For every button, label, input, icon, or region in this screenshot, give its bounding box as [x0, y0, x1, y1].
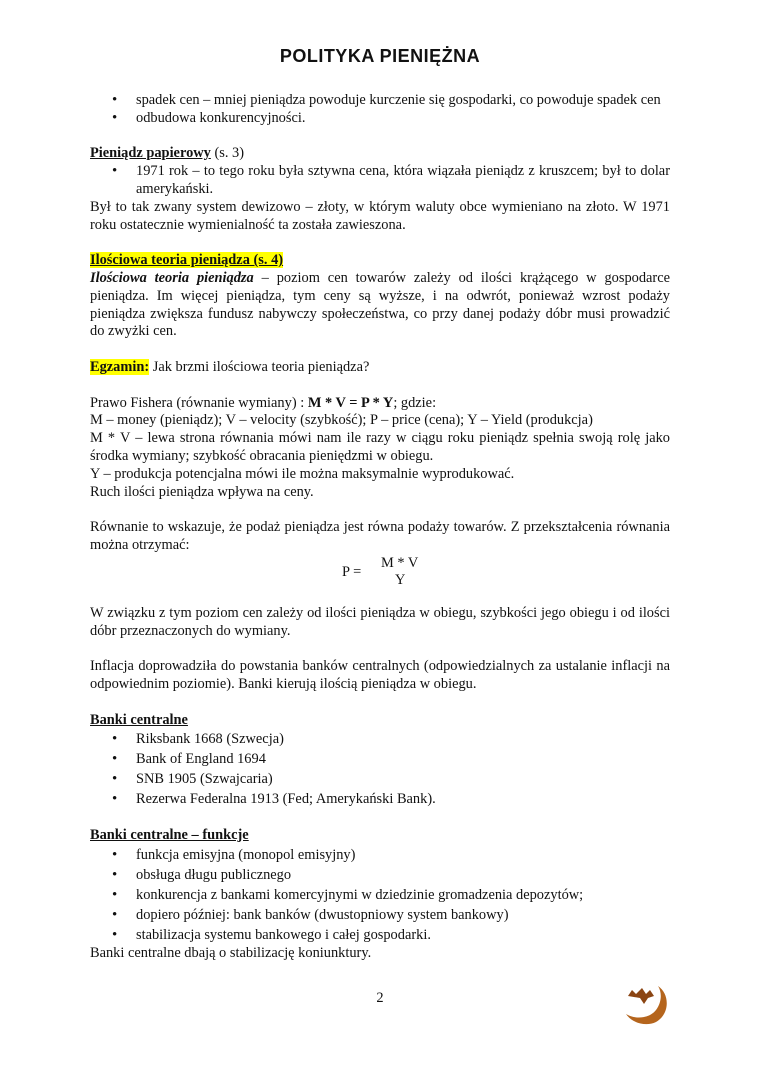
fisher-line: M – money (pieniądz); V – velocity (szybkość); P – price (cena); Y – Yield (produkcja): [90, 412, 593, 429]
fisher-tail: ; gdzie:: [393, 394, 437, 411]
document-body: [90, 92, 670, 963]
paper-money-list: [90, 163, 670, 199]
bat-moon-logo-icon: [620, 980, 672, 1031]
fisher-law-line: [90, 395, 670, 413]
conclusion-text: W związku z tym poziom cen zależy od ilości pieniądza w obiegu, szybkości jego obiegu i od ilości dóbr przeznaczonych do wymiany.: [90, 604, 670, 639]
formula-numerator: M * V: [381, 554, 419, 571]
list-item: • Riksbank 1668 (Szwecja): [136, 729, 670, 749]
list-item: • SNB 1905 (Szwajcaria): [136, 769, 670, 789]
fisher-line: Ruch ilości pieniądza wpływa na ceny.: [90, 483, 314, 500]
section-heading: Banki centralne: [90, 711, 188, 728]
inflation-text: Inflacja doprowadziła do powstania banków centralnych (odpowiedzialnych za ustalanie inflacji na odpowiednim poziomie). Banki kierują ilością pieniądza w obiegu.: [90, 658, 670, 692]
list-item: • obsługa długu publicznego: [136, 865, 670, 885]
formula-denominator: Y: [395, 571, 406, 588]
list-item: • Rezerwa Federalna 1913 (Fed; Amerykański Bank).: [136, 789, 670, 809]
intro-bullet-list: [90, 92, 670, 128]
list-item: • 1971 rok – to tego roku była sztywna cena, która wiązała pieniądz z kruszcem; był to dolar amerykański.: [136, 163, 670, 199]
list-item: • Bank of England 1694: [136, 749, 670, 769]
fisher-line: M * V – lewa strona równania mówi nam ile razy w ciągu roku pieniądz spełnia swoją rolę jako środka wymiany; szybkość obracania pieniędzmi w obiegu.: [90, 430, 670, 464]
list-item: • funkcja emisyjna (monopol emisyjny): [136, 845, 670, 865]
term: Ilościowa teoria pieniądza: [90, 269, 254, 286]
central-banks-list: [90, 729, 670, 809]
list-item: • spadek cen – mniej pieniądza powoduje kurczenie się gospodarki, co powoduje spadek cen: [136, 92, 670, 110]
exam-question-text: Jak brzmi ilościowa teoria pieniądza?: [149, 358, 370, 375]
exam-label: Egzamin:: [90, 358, 150, 375]
functions-heading-line: [90, 827, 670, 845]
formula-lhs: P =: [342, 563, 362, 580]
quantity-theory-heading-line: [90, 252, 670, 270]
paper-money-text: Był to tak zwany system dewizowo – złoty, w którym waluty obce wymieniano na złoto. W 1971 roku ostatecznie wymienialność ta została zawieszona.: [90, 198, 670, 233]
section-heading: Ilościowa teoria pieniądza (s. 4): [90, 252, 284, 269]
definition-text: – poziom cen towarów zależy od ilości krążącego w gospodarce pieniądza. Im więcej pieniądza, tym ceny są wyższe, i na odwrót, ponieważ wzrost podaży pieniądza zwiększa fundusz nabywczy społeczeństwa, co przy danej podaży dóbr musi prowadzić do zwyżki cen.: [90, 269, 671, 340]
list-item: • stabilizacja systemu bankowego i całej gospodarki.: [136, 925, 670, 945]
quantity-theory-definition: [90, 270, 670, 341]
page-title: POLITYKA PIENIĘŻNA: [279, 46, 481, 66]
section-heading: Pieniądz papierowy: [90, 145, 211, 162]
price-formula: [90, 555, 670, 591]
functions-list: [90, 845, 670, 945]
section-heading: Banki centralne – funkcje: [90, 827, 249, 844]
paper-money-heading-line: [90, 145, 670, 163]
list-item: • odbudowa konkurencyjności.: [136, 110, 670, 128]
list-item: • konkurencja z bankami komercyjnymi w dziedzinie gromadzenia depozytów;: [136, 885, 670, 905]
central-banks-heading-line: [90, 712, 670, 730]
fisher-lead: Prawo Fishera (równanie wymiany) :: [90, 394, 308, 411]
exam-question: [90, 359, 670, 377]
page-number: 2: [376, 990, 384, 1006]
equation-text: Równanie to wskazuje, że podaż pieniądza jest równa podaży towarów. Z przekształcenia równania można otrzymać:: [90, 519, 670, 553]
functions-closing: Banki centralne dbają o stabilizację koniunktury.: [90, 944, 372, 961]
section-ref: (s. 3): [210, 145, 245, 162]
fisher-equation: M * V = P * Y: [307, 394, 394, 411]
fisher-line: Y – produkcja potencjalna mówi ile można maksymalnie wyprodukować.: [90, 465, 515, 482]
list-item: • dopiero później: bank banków (dwustopniowy system bankowy): [136, 905, 670, 925]
